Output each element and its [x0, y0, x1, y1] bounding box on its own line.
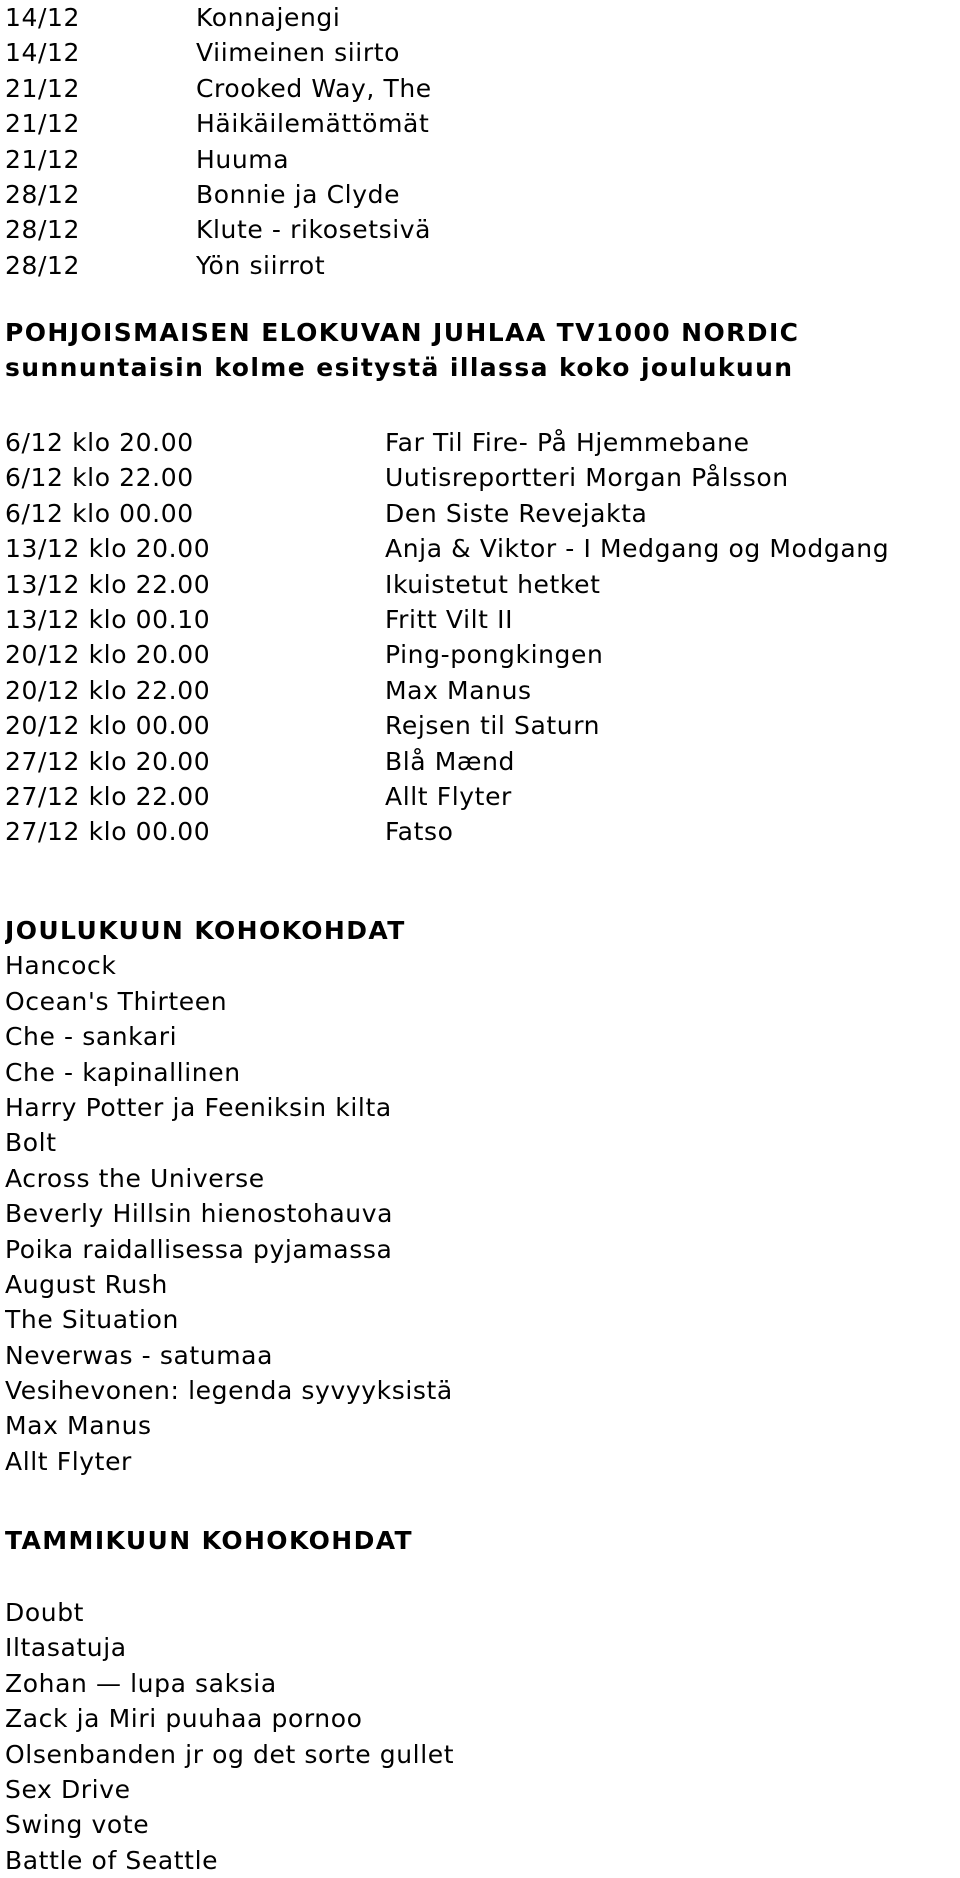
list-item: Iltasatuja: [5, 1633, 127, 1663]
schedule-row: [5, 460, 955, 495]
schedule-title: Max Manus: [385, 675, 532, 705]
item-date: 14/12: [5, 3, 81, 32]
item-title: Viimeinen siirto: [196, 38, 401, 68]
schedule-time: 27/12 klo 00.00: [5, 817, 211, 847]
item-date: 28/12: [5, 179, 81, 209]
schedule-time: 13/12 klo 20.00: [5, 534, 211, 564]
schedule-title: Ikuistetut hetket: [385, 569, 601, 599]
schedule-row: [5, 814, 955, 849]
schedule-title: Blå Mænd: [385, 746, 515, 776]
list-item: Zohan — lupa saksia: [5, 1668, 277, 1698]
list-item: Max Manus: [5, 1411, 152, 1441]
section-heading: POHJOISMAISEN ELOKUVAN JUHLAA TV1000 NORDIC: [5, 318, 800, 347]
item-title: Klute - rikosetsivä: [196, 215, 432, 245]
list-item: Olsenbanden jr og det sorte gullet: [5, 1739, 455, 1769]
schedule-time: 20/12 klo 00.00: [5, 711, 211, 741]
schedule-row: [5, 637, 955, 672]
item-title: Bonnie ja Clyde: [196, 179, 401, 209]
schedule-title: Fatso: [385, 817, 454, 847]
schedule-row: [5, 567, 955, 602]
list-item: [5, 177, 955, 212]
list-item: Doubt: [5, 1598, 85, 1627]
item-date: 28/12: [5, 250, 81, 280]
section-subheading: sunnuntaisin kolme esitystä illassa koko joulukuun: [5, 353, 794, 383]
list-item: Che - sankari: [5, 1022, 178, 1052]
item-date: 21/12: [5, 144, 81, 174]
schedule-time: 13/12 klo 22.00: [5, 569, 211, 599]
schedule-row: [5, 602, 955, 637]
item-title: Crooked Way, The: [196, 73, 432, 103]
list-item: [5, 106, 955, 141]
list-item: Zack ja Miri puuhaa pornoo: [5, 1704, 363, 1734]
list-item: [5, 212, 955, 247]
schedule-time: 13/12 klo 00.10: [5, 604, 211, 634]
list-item: Vesihevonen: legenda syvyyksistä: [5, 1376, 453, 1406]
schedule-time: 20/12 klo 22.00: [5, 675, 211, 705]
list-item: Ocean's Thirteen: [5, 986, 228, 1016]
january-highlights-list: [5, 1595, 955, 1878]
nordic-schedule: [5, 425, 955, 850]
schedule-title: Allt Flyter: [385, 781, 512, 811]
item-title: Konnajengi: [196, 3, 341, 32]
list-item: Hancock: [5, 951, 117, 981]
list-item: [5, 142, 955, 177]
schedule-row: [5, 744, 955, 779]
list-item: Sex Drive: [5, 1774, 131, 1804]
schedule-title: Ping-pongkingen: [385, 640, 604, 670]
schedule-row: [5, 779, 955, 814]
january-highlights: [5, 1523, 955, 1558]
list-item: The Situation: [5, 1305, 179, 1335]
list-item: Allt Flyter: [5, 1446, 132, 1476]
list-item: Harry Potter ja Feeniksin kilta: [5, 1092, 392, 1122]
list-item: [5, 248, 955, 283]
december-list: [5, 0, 955, 283]
item-date: 28/12: [5, 215, 81, 245]
schedule-row: [5, 708, 955, 743]
schedule-row: [5, 425, 955, 460]
list-item: August Rush: [5, 1269, 168, 1299]
list-item: Across the Universe: [5, 1163, 265, 1193]
december-highlights: [5, 913, 955, 1479]
schedule-time: 6/12 klo 00.00: [5, 498, 194, 528]
item-date: 14/12: [5, 38, 81, 68]
item-title: Yön siirrot: [196, 250, 326, 280]
item-title: Häikäilemättömät: [196, 109, 430, 139]
list-item: [5, 71, 955, 106]
list-item: Bolt: [5, 1128, 57, 1158]
section-heading: JOULUKUUN KOHOKOHDAT: [5, 916, 406, 945]
schedule-title: Fritt Vilt II: [385, 604, 514, 634]
item-title: Huuma: [196, 144, 290, 174]
list-item: Che - kapinallinen: [5, 1057, 241, 1087]
schedule-title: Uutisreportteri Morgan Pålsson: [385, 463, 789, 493]
schedule-title: Far Til Fire- På Hjemmebane: [385, 428, 750, 457]
list-item: Poika raidallisessa pyjamassa: [5, 1234, 393, 1264]
item-date: 21/12: [5, 109, 81, 139]
schedule-row: [5, 673, 955, 708]
list-item: [5, 0, 955, 35]
schedule-time: 27/12 klo 20.00: [5, 746, 211, 776]
list-item: Neverwas - satumaa: [5, 1340, 274, 1370]
schedule-time: 6/12 klo 20.00: [5, 428, 194, 457]
list-item: [5, 35, 955, 70]
list-item: Battle of Seattle: [5, 1845, 219, 1875]
schedule-time: 20/12 klo 20.00: [5, 640, 211, 670]
section-heading: TAMMIKUUN KOHOKOHDAT: [5, 1526, 413, 1555]
schedule-row: [5, 531, 955, 566]
item-date: 21/12: [5, 73, 81, 103]
nordic-heading: [5, 315, 955, 386]
schedule-time: 27/12 klo 22.00: [5, 781, 211, 811]
schedule-time: 6/12 klo 22.00: [5, 463, 194, 493]
schedule-title: Rejsen til Saturn: [385, 711, 601, 741]
schedule-title: Den Siste Revejakta: [385, 498, 648, 528]
schedule-row: [5, 496, 955, 531]
schedule-title: Anja & Viktor - I Medgang og Modgang: [385, 534, 890, 564]
list-item: Beverly Hillsin hienostohauva: [5, 1199, 394, 1229]
list-item: Swing vote: [5, 1810, 150, 1840]
